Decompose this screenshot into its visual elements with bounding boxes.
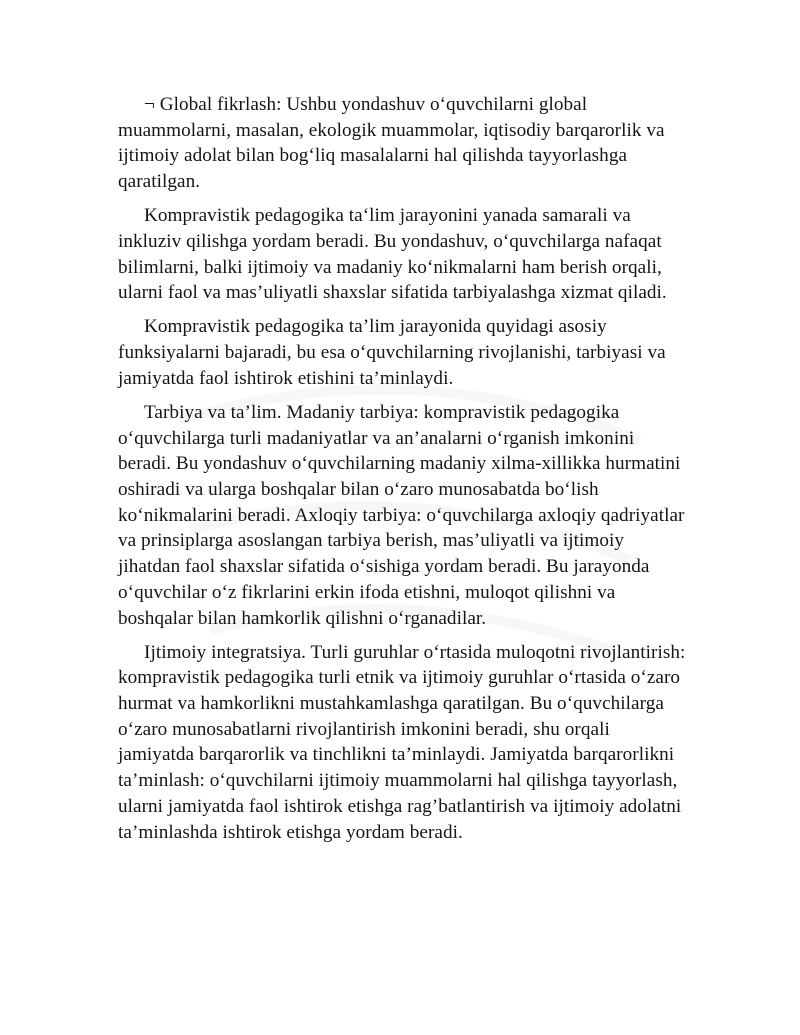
paragraph-comparative-pedagogy-intro: Kompravistik pedagogika ta‘lim jarayonini yanada samarali va inkluziv qilishga yordam beradi. Bu yondashuv, o‘quvchilarga nafaqat bilimlarni, balki ijtimoiy va madaniy ko‘nikmalarni ham berish orqali, ularni faol va mas’uliyatli shaxslar sifatida tarbiyalashga xizmat qiladi. bbox=[118, 205, 667, 304]
paragraph-global-thinking: ¬ Global fikrlash: Ushbu yondashuv o‘quvchilarni global muammolarni, masalan, ekologik muammolar, iqtisodiy barqarorlik va ijtimoiy adolat bilan bog‘liq masalalarni hal qilishda tayyorlashga qaratilgan. bbox=[118, 94, 665, 193]
paragraph-main-functions: Kompravistik pedagogika ta’lim jarayonida quyidagi asosiy funksiyalarni bajaradi, bu esa o‘quvchilarning rivojlanishi, tarbiyasi va jamiyatda faol ishtirok etishini ta’minlaydi. bbox=[118, 316, 666, 389]
document-page bbox=[118, 92, 686, 854]
paragraph-upbringing-education: Tarbiya va ta’lim. Madaniy tarbiya: kompravistik pedagogika o‘quvchilarga turli madaniyatlar va an’analarni o‘rganish imkonini beradi. Bu yondashuv o‘quvchilarning madaniy xilma-xillikka hurmatini oshiradi va ularga boshqalar bilan o‘zaro munosabatda bo‘lish ko‘nikmalarini beradi. Axloqiy tarbiya: o‘quvchilarga axloqiy qadriyatlar va prinsiplarga asoslangan tarbiya berish, mas’uliyatli va ijtimoiy jihatdan faol shaxslar sifatida o‘sishiga yordam beradi. Bu jarayonda o‘quvchilar o‘z fikrlarini erkin ifoda etishni, muloqot qilishni va boshqalar bilan hamkorlik qilishni o‘rganadilar. bbox=[118, 401, 685, 629]
paragraph-social-integration: Ijtimoiy integratsiya. Turli guruhlar o‘rtasida muloqotni rivojlantirish: kompravistik pedagogika turli etnik va ijtimoiy guruhlar o‘rtasida o‘zaro hurmat va hamkorlikni mustahkamlashga qaratilgan. Bu o‘quvchilarga o‘zaro munosabatlarni rivojlantirish imkonini beradi, shu orqali jamiyatda barqarorlik va tinchlikni ta’minlaydi. Jamiyatda barqarorlikni ta’minlash: o‘quvchilarni ijtimoiy muammolarni hal qilishga tayyorlash, ularni jamiyatda faol ishtirok etishga rag’batlantirish va ijtimoiy adolatni ta’minlashda ishtirok etishga yordam beradi. bbox=[118, 641, 686, 843]
